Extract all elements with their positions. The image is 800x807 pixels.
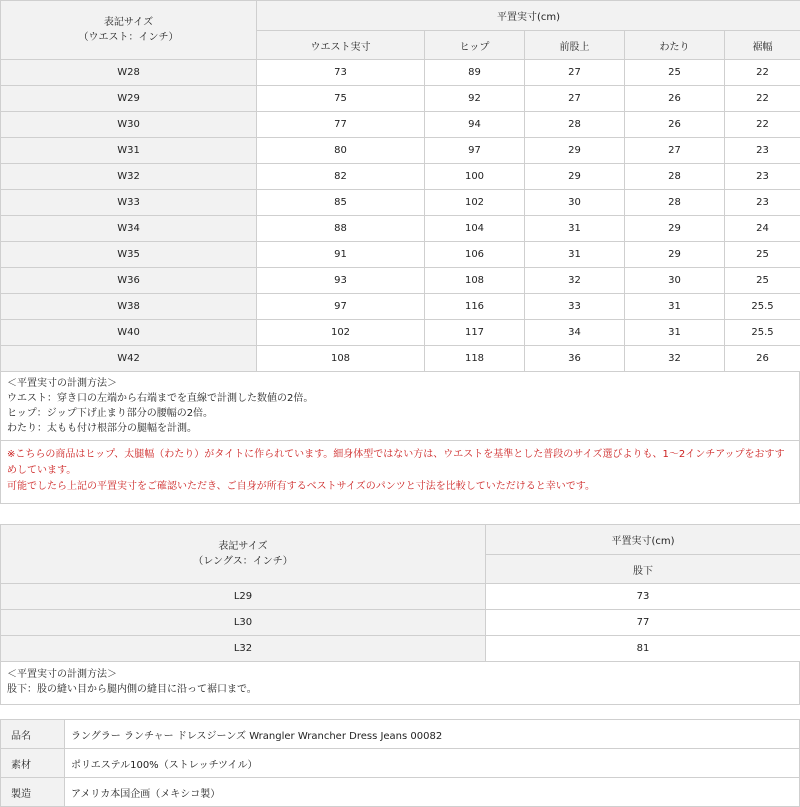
measure-cell: 25.5 [725,294,800,320]
table-row [1,346,800,372]
length-size-column-header [1,525,486,584]
measure-cell: 27 [525,60,625,86]
measure-cell: 32 [625,346,725,372]
measure-column-header: 前股上 [525,31,625,60]
product-info-table [0,719,800,807]
measure-cell: 23 [725,190,800,216]
measure-cell: 34 [525,320,625,346]
measure-cell: 36 [525,346,625,372]
size-label: W29 [1,86,257,112]
length-measure-notes [0,662,800,705]
measure-cell: 32 [525,268,625,294]
measure-cell: 29 [525,138,625,164]
length-notes-title: ＜平置実寸の計測方法＞ [7,667,793,682]
measure-column-header: 裾幅 [725,31,800,60]
notes-title: ＜平置実寸の計測方法＞ [7,376,793,391]
measure-cell: 22 [725,86,800,112]
size-label: W28 [1,60,257,86]
length-size-label: L29 [1,584,486,610]
fit-warning [1,440,799,503]
table-row [1,242,800,268]
measure-cell: 31 [525,216,625,242]
info-row [1,720,800,749]
inseam-column-header: 股下 [486,555,800,584]
size-label: W40 [1,320,257,346]
size-label: W35 [1,242,257,268]
measure-cell: 29 [625,242,725,268]
measure-cell: 26 [725,346,800,372]
measure-cell: 26 [625,86,725,112]
info-key: 素材 [1,749,65,778]
info-key: 製造 [1,778,65,807]
notes-line-thigh: わたり：太もも付け根部分の腿幅を計測。 [7,421,793,436]
size-label: W32 [1,164,257,190]
measure-column-header: ヒップ [425,31,525,60]
table-row [1,112,800,138]
table-row [1,584,800,610]
measure-cell: 80 [257,138,425,164]
table-row [1,320,800,346]
size-header-line2: （ウエスト：インチ） [1,30,256,45]
measure-cell: 93 [257,268,425,294]
measure-cell: 28 [525,112,625,138]
info-key: 品名 [1,720,65,749]
measure-cell: 22 [725,60,800,86]
measure-cell: 29 [625,216,725,242]
inseam-cell: 77 [486,610,800,636]
measure-cell: 75 [257,86,425,112]
inseam-cell: 73 [486,584,800,610]
length-measure-header: 平置実寸(cm) [486,525,800,555]
info-value: ラングラー ランチャー ドレスジーンズ Wrangler Wrancher Dress Jeans 00082 [65,720,800,749]
inseam-cell: 81 [486,636,800,662]
table-row [1,294,800,320]
size-label: W38 [1,294,257,320]
size-label: W34 [1,216,257,242]
measure-cell: 100 [425,164,525,190]
table-row [1,216,800,242]
size-label: W31 [1,138,257,164]
measure-cell: 97 [257,294,425,320]
measure-cell: 108 [425,268,525,294]
measure-cell: 28 [625,164,725,190]
measure-cell: 22 [725,112,800,138]
table-row [1,60,800,86]
info-row [1,749,800,778]
measure-cell: 27 [625,138,725,164]
info-value: アメリカ本国企画（メキシコ製） [65,778,800,807]
size-header-line1: 表記サイズ [1,15,256,30]
size-label: W36 [1,268,257,294]
measure-cell: 89 [425,60,525,86]
measure-cell: 25.5 [725,320,800,346]
measure-cell: 97 [425,138,525,164]
measure-cell: 104 [425,216,525,242]
table-row [1,190,800,216]
waist-size-table [0,0,800,372]
measure-cell: 108 [257,346,425,372]
measure-cell: 25 [725,268,800,294]
measure-cell: 91 [257,242,425,268]
measure-cell: 31 [625,294,725,320]
table-row [1,610,800,636]
table-row [1,138,800,164]
table-row [1,86,800,112]
measure-cell: 116 [425,294,525,320]
measure-cell: 73 [257,60,425,86]
length-header-line2: （レングス：インチ） [1,554,485,569]
fit-warning-line2: 可能でしたら上記の平置実寸をご確認いただき、ご自身が所有するベストサイズのパンツと寸法を比較していただけると幸いです。 [7,479,793,495]
measure-cell: 31 [625,320,725,346]
size-column-header [1,1,257,60]
waist-measure-notes [0,372,800,504]
size-label: W42 [1,346,257,372]
fit-warning-line1: ※こちらの商品はヒップ、太腿幅（わたり）がタイトに作られています。細身体型ではない方は、ウエストを基準とした普段のサイズ選びよりも、1〜2インチアップをおすすめしています。 [7,447,793,479]
length-size-label: L30 [1,610,486,636]
measure-cell: 33 [525,294,625,320]
length-size-table [0,524,800,662]
measure-cell: 102 [257,320,425,346]
measure-column-header: ウエスト実寸 [257,31,425,60]
measure-cell: 77 [257,112,425,138]
measure-cell: 28 [625,190,725,216]
measure-cell: 92 [425,86,525,112]
measure-cell: 82 [257,164,425,190]
notes-line-waist: ウエスト：穿き口の左端から右端までを直線で計測した数値の2倍。 [7,391,793,406]
measure-header: 平置実寸(cm) [257,1,800,31]
table-row [1,164,800,190]
measure-cell: 30 [525,190,625,216]
table-row [1,268,800,294]
measure-cell: 85 [257,190,425,216]
measure-cell: 102 [425,190,525,216]
measure-cell: 25 [725,242,800,268]
measure-cell: 25 [625,60,725,86]
measure-column-header: わたり [625,31,725,60]
measure-cell: 29 [525,164,625,190]
measure-cell: 23 [725,138,800,164]
measure-cell: 88 [257,216,425,242]
table-row [1,636,800,662]
measure-cell: 23 [725,164,800,190]
length-size-label: L32 [1,636,486,662]
measure-cell: 26 [625,112,725,138]
measure-cell: 31 [525,242,625,268]
measure-cell: 106 [425,242,525,268]
length-notes-line: 股下：股の縫い目から腿内側の縫目に沿って裾口まで。 [7,682,793,697]
notes-line-hip: ヒップ：ジップ下げ止まり部分の腰幅の2倍。 [7,406,793,421]
measure-cell: 24 [725,216,800,242]
measure-cell: 27 [525,86,625,112]
info-value: ポリエステル100%（ストレッチツイル） [65,749,800,778]
info-row [1,778,800,807]
measure-cell: 117 [425,320,525,346]
measure-cell: 94 [425,112,525,138]
measure-cell: 30 [625,268,725,294]
size-label: W30 [1,112,257,138]
size-label: W33 [1,190,257,216]
length-header-line1: 表記サイズ [1,539,485,554]
measure-cell: 118 [425,346,525,372]
